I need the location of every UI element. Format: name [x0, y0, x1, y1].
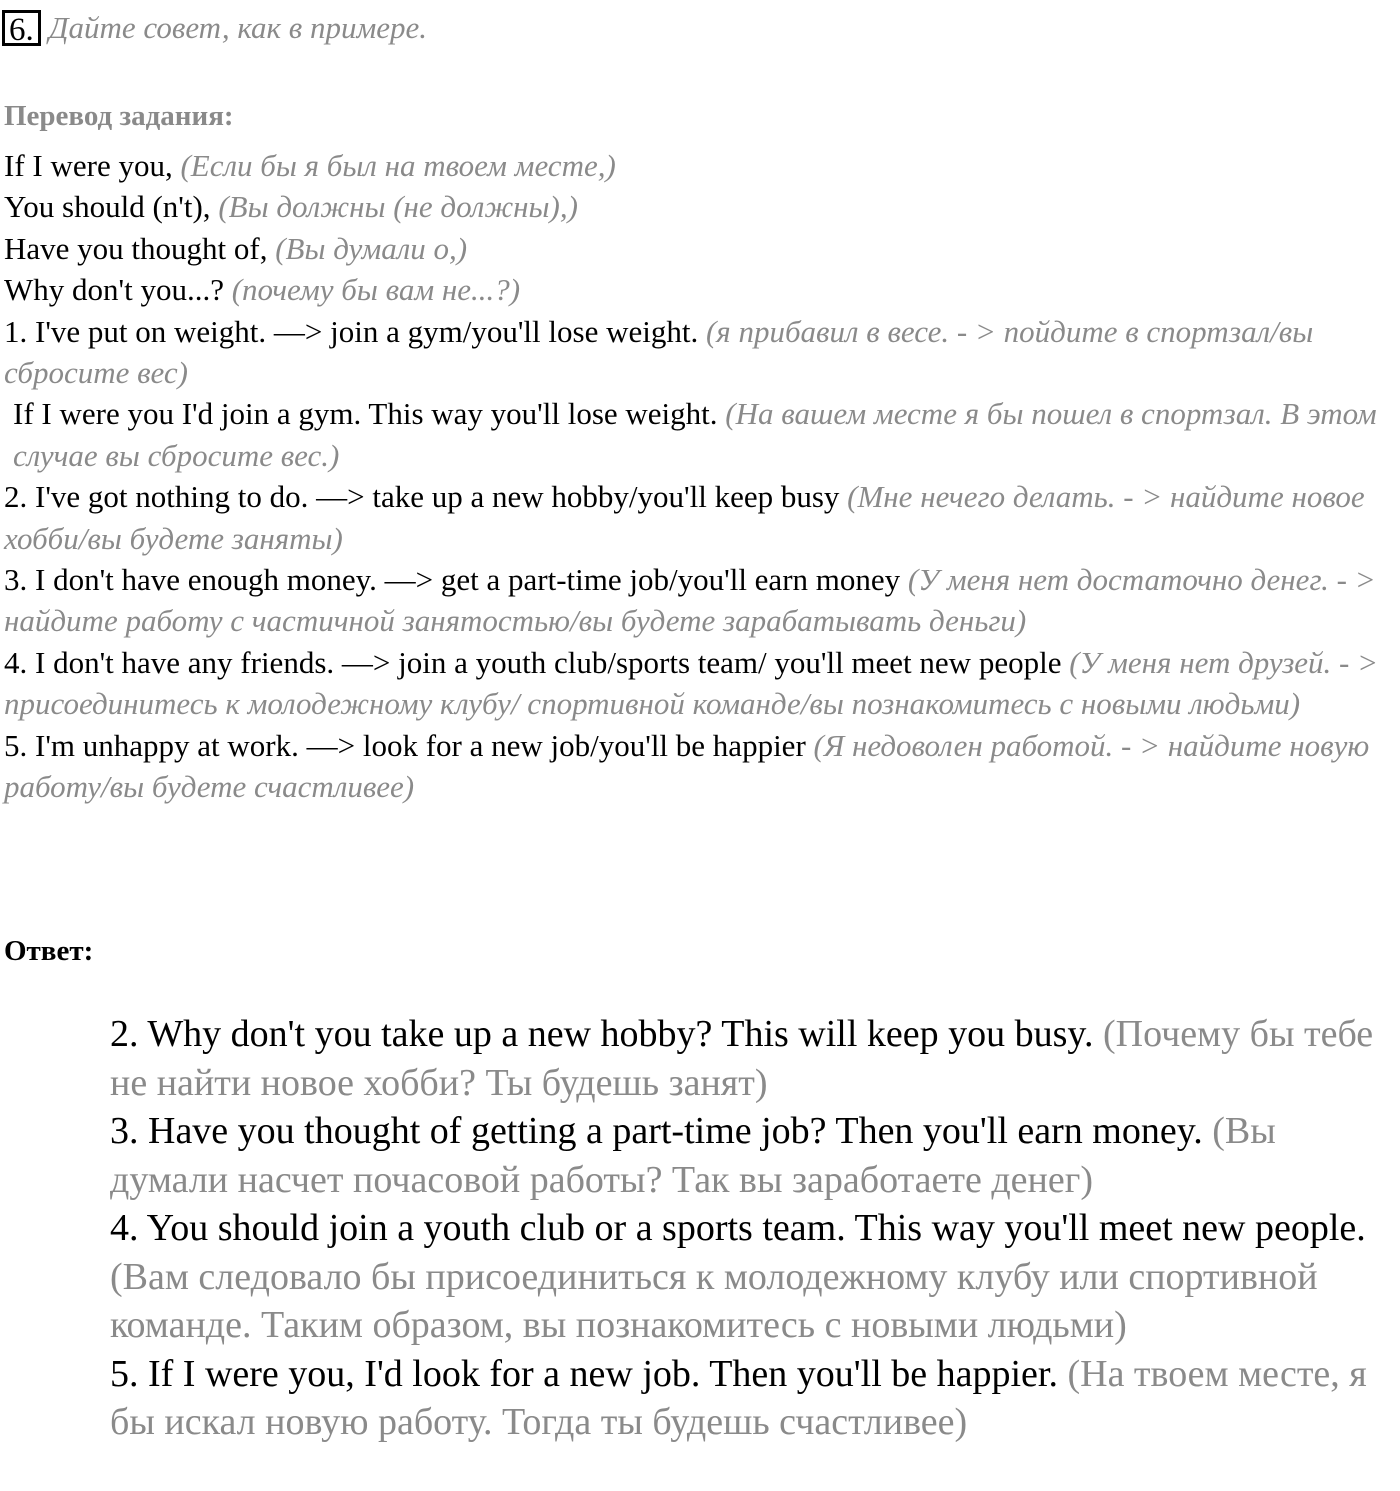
item-en: 2. I've got nothing to do. —> take up a new hobby/you'll keep busy: [4, 479, 840, 515]
exercise-item: [4, 311, 1394, 394]
phrase-line: [4, 228, 1394, 269]
answer-ru: (Вам следовало бы присоединиться к молодежному клубу или спортивной команде. Таким образом, вы познакомитесь с новыми людьми): [110, 1255, 1318, 1346]
exercise-number: 6.: [2, 10, 41, 46]
item-ru: (У меня нет достаточно денег. - > найдите работу с частичной занятостью/вы будете зарабатывать деньги): [4, 562, 1376, 639]
item-en: 5. I'm unhappy at work. —> look for a new job/you'll be happier: [4, 727, 806, 763]
phrase-en: You should (n't),: [4, 189, 211, 225]
item-ru: (У меня нет друзей. - > присоединитесь к молодежному клубу/ спортивной команде/вы познакомитесь с новыми людьми): [4, 644, 1379, 722]
phrase-line: [4, 186, 1394, 227]
phrase-line: [4, 145, 1394, 186]
answer-heading: Ответ:: [4, 935, 94, 967]
phrase-en: Have you thought of,: [4, 230, 268, 266]
phrase-en: If I were you,: [4, 148, 173, 183]
exercise-item: [4, 559, 1394, 642]
exercise-header: [2, 6, 427, 50]
exercise-item: [4, 642, 1394, 725]
item-en: 4. I don't have any friends. —> join a youth club/sports team/ you'll meet new people: [4, 644, 1062, 680]
exercise-instruction: Дайте совет, как в примере.: [48, 10, 428, 45]
answer-ru: (Вы думали насчет почасовой работы? Так вы заработаете денег): [110, 1110, 1276, 1201]
answer-item: [110, 1350, 1400, 1447]
phrase-ru: (почему бы вам не...?): [231, 272, 521, 308]
answer-item: [110, 1107, 1400, 1204]
item-en: 1. I've put on weight. —> join a gym/you'll lose weight.: [4, 313, 699, 349]
phrase-ru: (Вы думали о,): [275, 230, 468, 266]
answer-item: [110, 1204, 1400, 1350]
item-ru: (я прибавил в весе. - > пойдите в спортзал/вы сбросите вес): [4, 313, 1314, 391]
translation-block: [4, 145, 1394, 808]
example-answer: [4, 393, 1394, 476]
item-ru: (Я недоволен работой. - > найдите новую работу/вы будете счастливее): [4, 727, 1370, 805]
item-en: If I were you I'd join a gym. This way you'll lose weight.: [13, 396, 718, 432]
answer-ru: (На твоем месте, я бы искал новую работу. Тогда ты будешь счастливее): [110, 1352, 1367, 1443]
item-en: 3. I don't have enough money. —> get a part-time job/you'll earn money: [4, 562, 901, 598]
answers-block: [110, 1010, 1400, 1447]
phrase-ru: (Если бы я был на твоем месте,): [180, 148, 616, 183]
answer-en: 2. Why don't you take up a new hobby? This will keep you busy.: [110, 1013, 1094, 1055]
item-ru: (Мне нечего делать. - > найдите новое хобби/вы будете заняты): [4, 479, 1365, 556]
exercise-item: [4, 725, 1394, 808]
phrase-ru: (Вы должны (не должны),): [218, 189, 578, 225]
answer-en: 4. You should join a youth club or a sports team. This way you'll meet new people.: [110, 1207, 1366, 1249]
phrase-line: [4, 269, 1394, 310]
phrase-en: Why don't you...?: [4, 272, 224, 308]
item-ru: (На вашем месте я бы пошел в спортзал. В этом случае вы сбросите вес.): [13, 396, 1377, 473]
answer-item: [110, 1010, 1400, 1107]
exercise-item: [4, 476, 1394, 559]
translation-heading: Перевод задания:: [4, 100, 234, 132]
answer-en: 5. If I were you, I'd look for a new job. Then you'll be happier.: [110, 1352, 1058, 1395]
answer-en: 3. Have you thought of getting a part-time job? Then you'll earn money.: [110, 1110, 1203, 1152]
answer-ru: (Почему бы тебе не найти новое хобби? Ты будешь занят): [110, 1013, 1374, 1104]
